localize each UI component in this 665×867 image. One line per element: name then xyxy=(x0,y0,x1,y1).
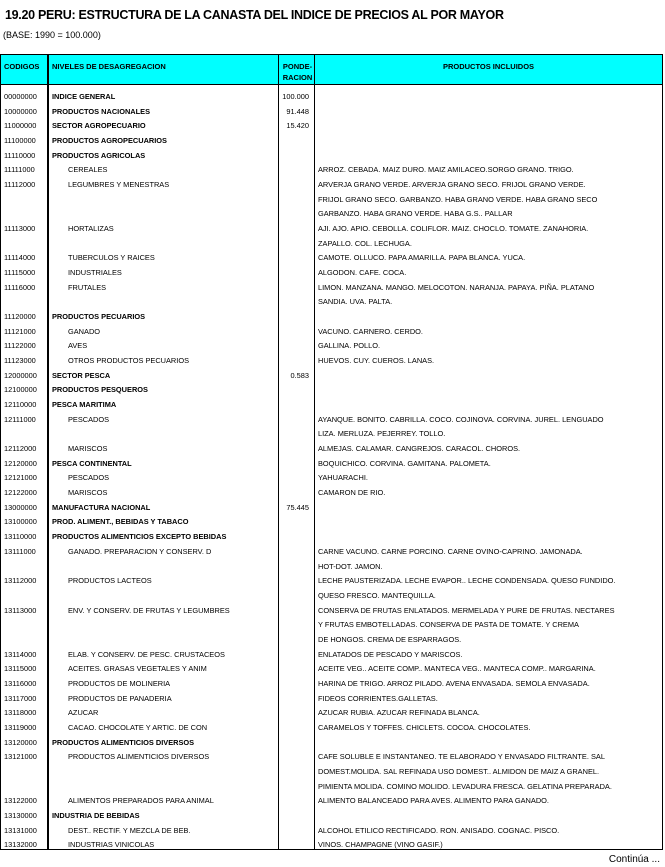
row-code: 11113000 xyxy=(4,224,36,234)
row-products: HARINA DE TRIGO. ARROZ PILADO. AVENA ENVASADA. SEMOLA ENVASADA. xyxy=(318,678,590,688)
row-level: DEST.. RECTIF. Y MEZCLA DE BEB. xyxy=(68,825,191,835)
row-code: 12000000 xyxy=(4,370,37,380)
row-products: LIZA. MERLUZA. PEJERREY. TOLLO. xyxy=(318,429,446,439)
table-row xyxy=(1,237,662,252)
row-code: 13131000 xyxy=(4,825,37,835)
row-level: INDUSTRIA DE BEBIDAS xyxy=(52,810,140,820)
row-level: ACEITES. GRASAS VEGETALES Y ANIM xyxy=(68,664,207,674)
row-weight: 100.000 xyxy=(282,92,309,101)
header-codigos: CODIGOS xyxy=(4,62,40,71)
row-products: CAMARON DE RIO. xyxy=(318,488,386,498)
row-level: CEREALES xyxy=(68,165,108,175)
header-productos: PRODUCTOS INCLUIDOS xyxy=(442,62,535,71)
header-ponderacion-line2: RACION xyxy=(282,73,313,82)
row-products: LECHE PAUSTERIZADA. LECHE EVAPOR.. LECHE CONDENSADA. QUESO FUNDIDO. xyxy=(318,576,616,586)
row-code: 12100000 xyxy=(4,385,37,395)
row-level: TUBERCULOS Y RAICES xyxy=(68,253,155,263)
row-products: VACUNO. CARNERO. CERDO. xyxy=(318,326,423,336)
row-code: 11121000 xyxy=(4,326,36,336)
row-products: CONSERVA DE FRUTAS ENLATADOS. MERMELADA Y PURE DE FRUTAS. NECTARES xyxy=(318,605,615,615)
row-level: PESCA CONTINENTAL xyxy=(52,458,132,468)
row-code: 11000000 xyxy=(4,121,37,131)
header-ponderacion-line1: PONDE- xyxy=(282,62,313,71)
header-niveles: NIVELES DE DESAGREGACION xyxy=(52,62,166,71)
table-row xyxy=(1,574,662,589)
row-level: PROD. ALIMENT., BEBIDAS Y TABACO xyxy=(52,517,189,527)
row-products: DOMEST.MOLIDA. SAL REFINADA USO DOMEST.. ALMIDON DE MAIZ A GRANEL. xyxy=(318,766,600,776)
row-code: 13113000 xyxy=(4,605,37,615)
row-products: AZUCAR RUBIA. AZUCAR REFINADA BLANCA. xyxy=(318,708,480,718)
row-level: PESCADOS xyxy=(68,414,110,424)
table-row xyxy=(1,295,662,310)
row-products: QUESO FRESCO. MANTEQUILLA. xyxy=(318,590,436,600)
row-weight: 91.448 xyxy=(286,106,309,116)
row-level: MANUFACTURA NACIONAL xyxy=(52,502,151,512)
row-code: 13121000 xyxy=(4,752,37,762)
table-row xyxy=(1,90,662,105)
row-level: GANADO xyxy=(68,326,101,336)
table-row xyxy=(1,794,662,809)
row-level: SECTOR PESCA xyxy=(52,370,111,380)
row-products: AYANQUE. BONITO. CABRILLA. COCO. COJINOVA. CORVINA. JUREL. LENGUADO xyxy=(318,414,604,424)
row-level: FRUTALES xyxy=(68,282,107,292)
row-weight: 75.445 xyxy=(286,502,309,512)
row-level: PESCADOS xyxy=(68,473,110,483)
table-row xyxy=(1,442,662,457)
table-row xyxy=(1,119,662,134)
table-body xyxy=(1,90,662,853)
table-row xyxy=(1,325,662,340)
row-code: 13112000 xyxy=(4,576,37,586)
row-level: INDUSTRIALES xyxy=(68,268,122,278)
row-code: 12121000 xyxy=(4,473,37,483)
table-row xyxy=(1,545,662,560)
table-row xyxy=(1,105,662,120)
row-code: 12110000 xyxy=(4,400,37,410)
row-products: ALCOHOL ETILICO RECTIFICADO. RON. ANISADO. COGNAC. PISCO. xyxy=(318,825,560,835)
row-code: 11111000 xyxy=(4,165,35,175)
row-code: 13119000 xyxy=(4,722,37,732)
row-code: 11112000 xyxy=(4,180,36,190)
row-code: 13114000 xyxy=(4,649,37,659)
row-weight: 0.583 xyxy=(290,370,309,380)
table-row xyxy=(1,721,662,736)
row-code: 11110000 xyxy=(4,150,36,160)
row-level: GANADO. PREPARACION Y CONSERV. D xyxy=(68,546,212,556)
row-products: DE HONGOS. CREMA DE ESPARRAGOS. xyxy=(318,634,462,644)
row-code: 12122000 xyxy=(4,488,37,498)
row-code: 00000000 xyxy=(4,92,37,101)
table-row xyxy=(1,604,662,619)
row-level: ALIMENTOS PREPARADOS PARA ANIMAL xyxy=(68,796,214,806)
table-row xyxy=(1,413,662,428)
row-level: LEGUMBRES Y MENESTRAS xyxy=(68,180,170,190)
table-row xyxy=(1,222,662,237)
table-row xyxy=(1,765,662,780)
row-code: 13120000 xyxy=(4,737,37,747)
row-products: CAMOTE. OLLUCO. PAPA AMARILLA. PAPA BLANCA. YUCA. xyxy=(318,253,526,263)
table-row xyxy=(1,251,662,266)
row-code: 12112000 xyxy=(4,444,37,454)
row-code: 11115000 xyxy=(4,268,36,278)
row-products: ZAPALLO. COL. LECHUGA. xyxy=(318,238,412,248)
row-level: INDUSTRIAS VINICOLAS xyxy=(68,840,155,850)
row-code: 13100000 xyxy=(4,517,37,527)
row-products: PIMIENTA MOLIDA. COMINO MOLIDO. LEVADURA FRESCA. GELATINA PREPARADA. xyxy=(318,781,612,791)
table-row xyxy=(1,780,662,795)
row-products: CAFE SOLUBLE E INSTANTANEO. TE ELABORADO Y ENVASADO FILTRANTE. SAL xyxy=(318,752,605,762)
basket-structure-table xyxy=(0,54,663,850)
row-code: 13110000 xyxy=(4,532,37,542)
row-products: LIMON. MANZANA. MANGO. MELOCOTON. NARANJA. PAPAYA. PIÑA. PLATANO xyxy=(318,282,595,292)
row-code: 12111000 xyxy=(4,414,36,424)
row-level: PRODUCTOS ALIMENTICIOS DIVERSOS xyxy=(68,752,210,762)
row-level: ELAB. Y CONSERV. DE PESC. CRUSTACEOS xyxy=(68,649,225,659)
row-code: 13117000 xyxy=(4,693,37,703)
row-products: ALMEJAS. CALAMAR. CANGREJOS. CARACOL. CHOROS. xyxy=(318,444,521,454)
table-row xyxy=(1,427,662,442)
row-level: PRODUCTOS AGROPECUARIOS xyxy=(52,136,167,146)
row-level: PRODUCTOS AGRICOLAS xyxy=(52,150,146,160)
row-level: MARISCOS xyxy=(68,488,108,498)
row-level: PRODUCTOS ALIMENTICIOS EXCEPTO BEBIDAS xyxy=(52,532,227,542)
table-row xyxy=(1,838,662,853)
table-row xyxy=(1,310,662,325)
table-row xyxy=(1,486,662,501)
row-code: 13122000 xyxy=(4,796,37,806)
row-code: 13116000 xyxy=(4,678,37,688)
row-code: 13118000 xyxy=(4,708,37,718)
row-products: SANDIA. UVA. PALTA. xyxy=(318,297,393,307)
table-row xyxy=(1,648,662,663)
table-row xyxy=(1,149,662,164)
row-products: YAHUARACHI. xyxy=(318,473,368,483)
table-row xyxy=(1,207,662,222)
table-row xyxy=(1,589,662,604)
table-row xyxy=(1,369,662,384)
row-code: 13115000 xyxy=(4,664,37,674)
row-code: 13130000 xyxy=(4,810,37,820)
table-row xyxy=(1,398,662,413)
table-row xyxy=(1,824,662,839)
row-code: 11100000 xyxy=(4,136,36,146)
row-products: AJI. AJO. APIO. CEBOLLA. COLIFLOR. MAIZ. CHOCLO. TOMATE. ZANAHORIA. xyxy=(318,224,589,234)
row-level: HORTALIZAS xyxy=(68,224,114,234)
row-code: 12120000 xyxy=(4,458,37,468)
row-products: HUEVOS. CUY. CUEROS. LANAS. xyxy=(318,356,435,366)
row-products: BOQUICHICO. CORVINA. GAMITANA. PALOMETA. xyxy=(318,458,491,468)
row-products: GARBANZO. HABA GRANO VERDE. HABA G.S.. PALLAR xyxy=(318,209,513,219)
header-ponderacion xyxy=(281,61,314,83)
row-products: ARVERJA GRANO VERDE. ARVERJA GRANO SECO. FRIJOL GRANO VERDE. xyxy=(318,180,586,190)
row-level: ENV. Y CONSERV. DE FRUTAS Y LEGUMBRES xyxy=(68,605,230,615)
table-row xyxy=(1,618,662,633)
table-row xyxy=(1,457,662,472)
table-row xyxy=(1,750,662,765)
table-row xyxy=(1,809,662,824)
row-level: CACAO. CHOCOLATE Y ARTIC. DE CON xyxy=(68,722,208,732)
row-products: ACEITE VEG.. ACEITE COMP.. MANTECA VEG.. MANTECA COMP.. MARGARINA. xyxy=(318,664,596,674)
table-row xyxy=(1,662,662,677)
row-code: 13132000 xyxy=(4,840,37,850)
row-level: PRODUCTOS PECUARIOS xyxy=(52,312,146,322)
row-level: PRODUCTOS DE MOLINERIA xyxy=(68,678,171,688)
table-row xyxy=(1,471,662,486)
continues-note: Continúa ... xyxy=(608,854,660,865)
row-level: PRODUCTOS LACTEOS xyxy=(68,576,152,586)
row-code: 11123000 xyxy=(4,356,36,366)
table-row xyxy=(1,736,662,751)
table-row xyxy=(1,354,662,369)
base-note: (BASE: 1990 = 100.000) xyxy=(3,30,101,40)
row-code: 11114000 xyxy=(4,253,36,263)
table-row xyxy=(1,560,662,575)
row-level: PRODUCTOS PESQUEROS xyxy=(52,385,148,395)
row-level: AVES xyxy=(68,341,88,351)
table-row xyxy=(1,134,662,149)
page-title: 19.20 PERU: ESTRUCTURA DE LA CANASTA DEL INDICE DE PRECIOS AL POR MAYOR xyxy=(5,8,504,22)
table-row xyxy=(1,163,662,178)
row-level: PRODUCTOS DE PANADERIA xyxy=(68,693,172,703)
row-products: FRIJOL GRANO SECO. GARBANZO. HABA GRANO VERDE. HABA GRANO SECO xyxy=(318,194,598,204)
row-products: VINOS. CHAMPAGNE (VINO GASIF.) xyxy=(318,840,443,850)
row-code: 11120000 xyxy=(4,312,36,322)
table-row xyxy=(1,515,662,530)
row-level: PRODUCTOS NACIONALES xyxy=(52,106,151,116)
row-level: INDICE GENERAL xyxy=(52,92,116,101)
table-row xyxy=(1,339,662,354)
row-level: OTROS PRODUCTOS PECUARIOS xyxy=(68,356,190,366)
table-row xyxy=(1,193,662,208)
table-row xyxy=(1,633,662,648)
row-level: PESCA MARITIMA xyxy=(52,400,117,410)
table-row xyxy=(1,677,662,692)
row-level: SECTOR AGROPECUARIO xyxy=(52,121,146,131)
row-weight: 15.420 xyxy=(286,121,309,131)
row-products: CARNE VACUNO. CARNE PORCINO. CARNE OVINO-CAPRINO. JAMONADA. xyxy=(318,546,583,556)
row-products: ALGODON. CAFE. COCA. xyxy=(318,268,407,278)
row-level: AZUCAR xyxy=(68,708,99,718)
table-row xyxy=(1,383,662,398)
table-row xyxy=(1,706,662,721)
row-code: 11122000 xyxy=(4,341,36,351)
table-row xyxy=(1,692,662,707)
table-header xyxy=(1,55,662,85)
table-row xyxy=(1,266,662,281)
row-level: MARISCOS xyxy=(68,444,108,454)
row-products: ALIMENTO BALANCEADO PARA AVES. ALIMENTO PARA GANADO. xyxy=(318,796,549,806)
row-products: FIDEOS CORRIENTES.GALLETAS. xyxy=(318,693,438,703)
row-code: 13000000 xyxy=(4,502,37,512)
table-row xyxy=(1,501,662,516)
row-level: PRODUCTOS ALIMENTICIOS DIVERSOS xyxy=(52,737,195,747)
row-products: CARAMELOS Y TOFFES. CHICLETS. COCOA. CHOCOLATES. xyxy=(318,722,531,732)
row-code: 13111000 xyxy=(4,546,36,556)
row-code: 10000000 xyxy=(4,106,37,116)
table-row xyxy=(1,530,662,545)
table-row xyxy=(1,178,662,193)
row-products: ARROZ. CEBADA. MAIZ DURO. MAIZ AMILACEO.SORGO GRANO. TRIGO. xyxy=(318,165,574,175)
row-products: HOT-DOT. JAMON. xyxy=(318,561,383,571)
row-products: ENLATADOS DE PESCADO Y MARISCOS. xyxy=(318,649,463,659)
table-row xyxy=(1,281,662,296)
row-code: 11116000 xyxy=(4,282,36,292)
row-products: Y FRUTAS EMBOTELLADAS. CONSERVA DE PASTA DE TOMATE. Y CREMA xyxy=(318,620,579,630)
row-products: GALLINA. POLLO. xyxy=(318,341,381,351)
